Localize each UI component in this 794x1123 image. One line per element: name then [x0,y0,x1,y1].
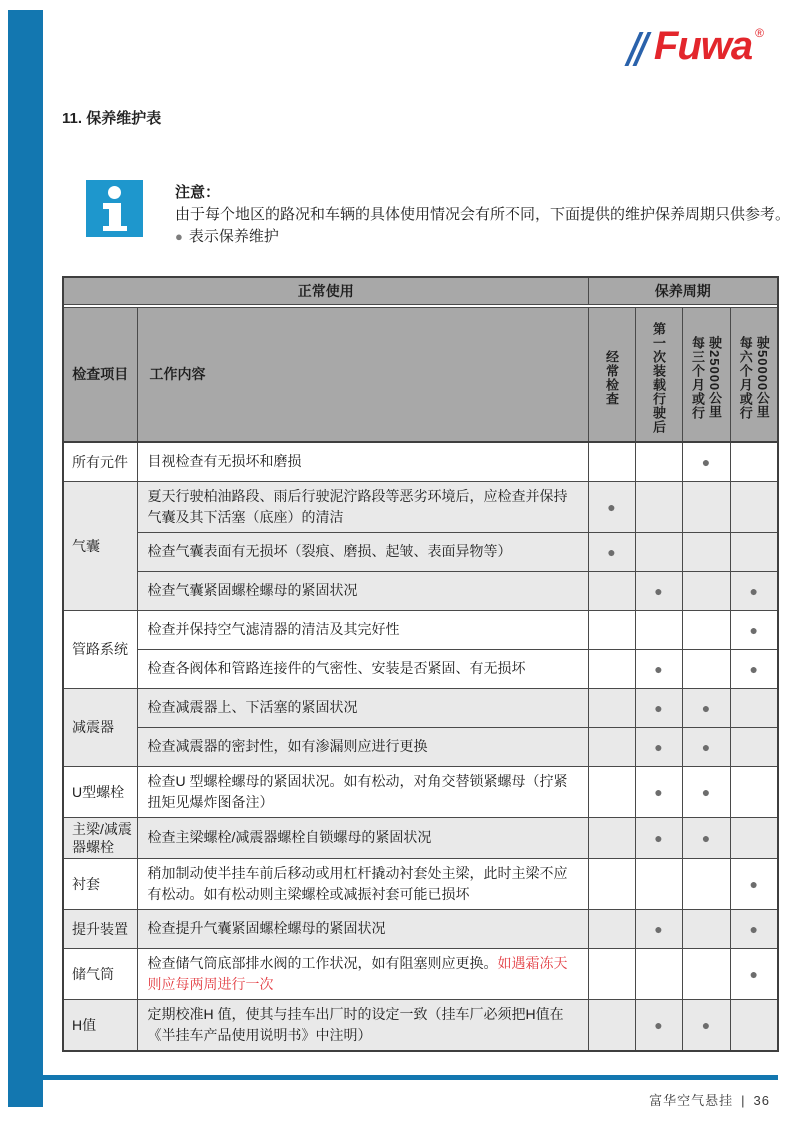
work-cell: 检查减震器上、下活塞的紧固状况 [137,688,588,727]
footer-divider: | [741,1093,746,1108]
footer-brand: 富华空气悬挂 [649,1093,734,1108]
work-cell: 检查减震器的密封性，如有渗漏则应进行更换 [137,727,588,766]
fuwa-logo [632,24,764,68]
maintenance-table [62,276,779,1052]
empty-cell [682,948,730,999]
notice-heading: 注意： [175,184,221,201]
empty-cell [730,766,778,817]
work-cell: 定期校准H 值，使其与挂车出厂时的设定一致（挂车厂必须把H值在《半挂车产品使用说明书》中注明） [137,999,588,1051]
work-cell: 夏天行驶柏油路段、雨后行驶泥泞路段等恶劣环境后，应检查并保持气囊及其下活塞（底座）的清洁 [137,481,588,532]
table-row [63,909,778,948]
empty-cell [635,532,682,571]
table-row [63,688,778,727]
table-row [63,571,778,610]
left-accent-bar [8,10,43,1107]
work-cell: 检查提升气囊紧固螺栓螺母的紧固状况 [137,909,588,948]
table-row [63,817,778,858]
work-cell: 目视检查有无损坏和磨损 [137,442,588,481]
empty-cell [682,571,730,610]
work-cell: 检查U 型螺栓螺母的紧固状况。如有松动，对角交替锁紧螺母（拧紧扭矩见爆炸图备注） [137,766,588,817]
empty-cell [588,688,635,727]
item-cell: 气囊 [63,481,137,610]
maintenance-dot-cell: ● [635,999,682,1051]
empty-cell [730,999,778,1051]
notice-body: 由于每个地区的路况和车辆的具体使用情况会有所不同，下面提供的维护保养周期只供参考。 [175,206,791,223]
item-cell: 所有元件 [63,442,137,481]
item-cell: U型螺栓 [63,766,137,817]
footer-page-number: 36 [753,1093,770,1108]
table-row [63,727,778,766]
item-cell: 主梁/减震器螺栓 [63,817,137,858]
normal-use-header: 正常使用 [63,277,588,304]
maintenance-dot-cell: ● [635,909,682,948]
work-cell: 检查主梁螺栓/减震器螺栓自锁螺母的紧固状况 [137,817,588,858]
maintenance-dot-icon: ● [175,229,183,244]
table-row [63,948,778,999]
period-col-header-1: 经常检查 [588,307,635,442]
maintenance-dot-cell: ● [682,727,730,766]
item-cell: 减震器 [63,688,137,766]
maintenance-dot-cell: ● [635,688,682,727]
maintenance-dot-cell: ● [635,649,682,688]
warning-text: 如遇霜冻天则应每两周进行一次 [147,954,568,992]
empty-cell [635,948,682,999]
item-cell: H值 [63,999,137,1051]
maintenance-dot-cell: ● [635,727,682,766]
logo-text: Fuwa [653,24,753,68]
empty-cell [635,858,682,909]
period-col-header-3: 每三个月或行 驶25000公里 [682,307,730,442]
maintenance-dot-cell: ● [682,766,730,817]
logo-slashes-icon [632,32,648,66]
empty-cell [635,481,682,532]
maintenance-dot-cell: ● [682,999,730,1051]
footer-rule [43,1075,778,1080]
registered-mark: ® [755,26,764,40]
maintenance-dot-cell: ● [730,948,778,999]
work-cell: 检查气囊紧固螺栓螺母的紧固状况 [137,571,588,610]
empty-cell [730,688,778,727]
item-cell: 衬套 [63,858,137,909]
maintenance-dot-cell: ● [730,610,778,649]
page-footer [649,1090,770,1109]
work-cell: 检查气囊表面有无损坏（裂痕、磨损、起皱、表面异物等） [137,532,588,571]
maintenance-dot-cell: ● [635,766,682,817]
empty-cell [588,571,635,610]
empty-cell [588,442,635,481]
work-cell: 检查储气筒底部排水阀的工作状况，如有阻塞则应更换。如遇霜冻天则应每两周进行一次 [137,948,588,999]
work-col-header: 工作内容 [137,307,588,442]
table-row [63,481,778,532]
maintenance-dot-cell: ● [682,817,730,858]
table-row [63,858,778,909]
maintenance-dot-cell: ● [682,688,730,727]
empty-cell [682,909,730,948]
maintenance-dot-cell: ● [588,481,635,532]
table-header-row1 [63,277,778,304]
table-header-row2 [63,307,778,442]
notice-block [86,180,790,248]
period-col-header-4: 每六个月或行 驶50000公里 [730,307,778,442]
maintenance-cycle-header: 保养周期 [588,277,778,304]
empty-cell [682,649,730,688]
maintenance-dot-cell: ● [730,571,778,610]
work-cell: 检查各阀体和管路连接件的气密性、安装是否紧固、有无损坏 [137,649,588,688]
empty-cell [730,442,778,481]
empty-cell [635,442,682,481]
item-cell: 提升装置 [63,909,137,948]
empty-cell [588,948,635,999]
empty-cell [635,610,682,649]
notice-legend: ● 表示保养维护 [175,228,279,245]
empty-cell [682,481,730,532]
page-title: 11. 保养维护表 [62,110,162,127]
empty-cell [588,909,635,948]
maintenance-dot-cell: ● [730,858,778,909]
maintenance-dot-cell: ● [635,571,682,610]
maintenance-dot-cell: ● [682,442,730,481]
empty-cell [730,532,778,571]
table-row [63,649,778,688]
empty-cell [588,858,635,909]
work-cell: 稍加制动使半挂车前后移动或用杠杆撬动衬套处主梁，此时主梁不应有松动。如有松动则主梁螺栓或减振衬套可能已损坏 [137,858,588,909]
work-cell: 检查并保持空气滤清器的清洁及其完好性 [137,610,588,649]
empty-cell [730,727,778,766]
period-col-header-2: 第一次装载行驶后 [635,307,682,442]
table-row [63,610,778,649]
info-icon [86,180,143,237]
empty-cell [588,649,635,688]
empty-cell [682,532,730,571]
maintenance-dot-cell: ● [730,909,778,948]
empty-cell [588,999,635,1051]
empty-cell [588,610,635,649]
maintenance-dot-cell: ● [635,817,682,858]
empty-cell [588,727,635,766]
item-cell: 储气筒 [63,948,137,999]
maintenance-dot-cell: ● [730,649,778,688]
table-row [63,766,778,817]
empty-cell [730,817,778,858]
empty-cell [588,817,635,858]
notice-text [175,180,790,248]
empty-cell [682,610,730,649]
table-row [63,532,778,571]
item-col-header: 检查项目 [63,307,137,442]
empty-cell [730,481,778,532]
item-cell: 管路系统 [63,610,137,688]
table-row [63,442,778,481]
empty-cell [682,858,730,909]
table-row [63,999,778,1051]
empty-cell [588,766,635,817]
maintenance-dot-cell: ● [588,532,635,571]
table-body [63,442,778,1051]
